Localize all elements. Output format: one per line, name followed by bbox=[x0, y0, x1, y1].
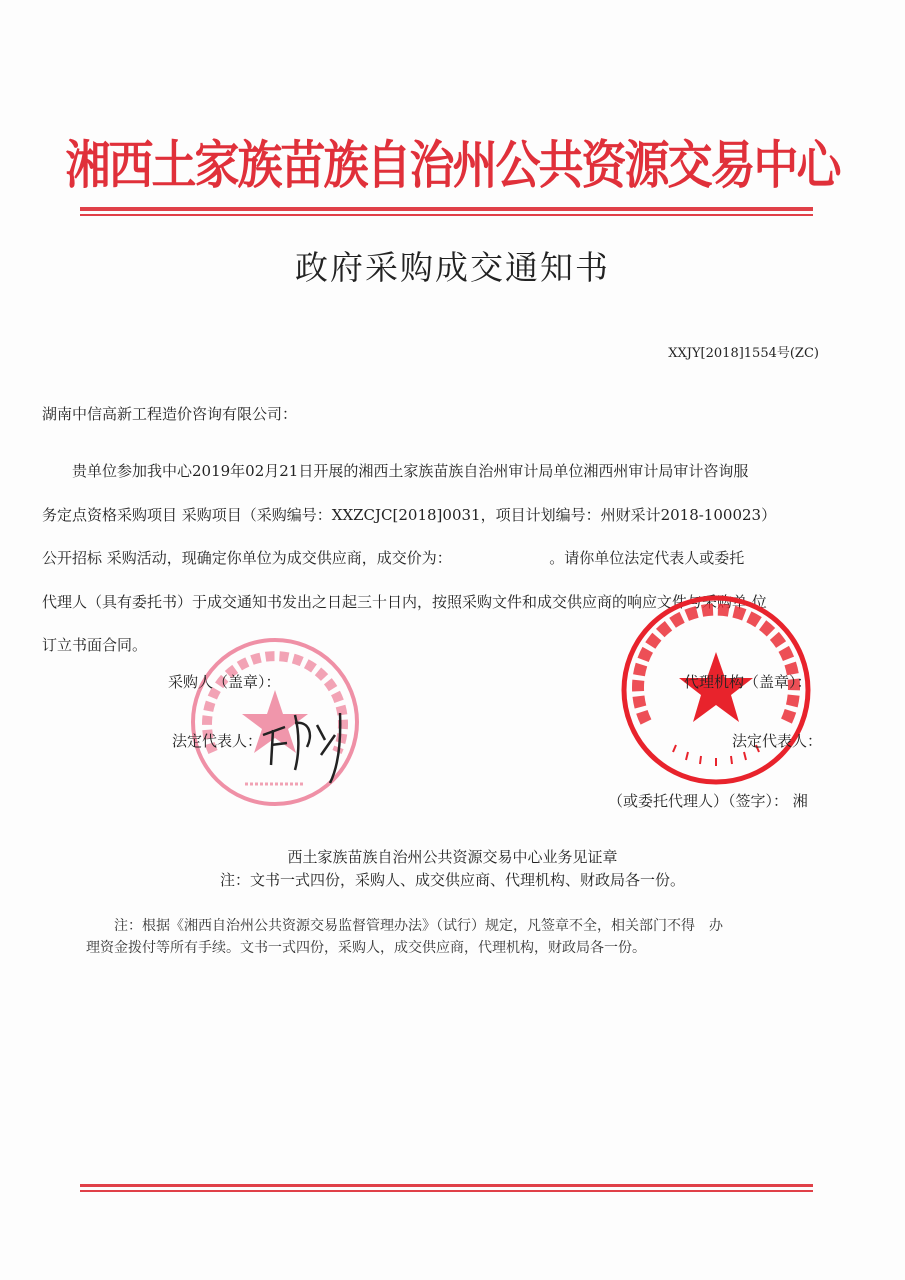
legal-rep-right-label: 法定代表人： bbox=[732, 732, 823, 750]
delegate-signature-label: （或委托代理人）（签字）： 湘 bbox=[608, 792, 808, 810]
footer-rule-thin bbox=[80, 1190, 813, 1192]
regulation-note: 注：根据《湘西自治州公共资源交易监督管理办法》（试行）规定，凡签章不全，相关部门不得 办 bbox=[86, 918, 723, 934]
header-rule-thin bbox=[80, 214, 813, 216]
document-number: XXJY[2018]1554号(ZC) bbox=[668, 346, 819, 361]
body-line: 订立书面合同。 bbox=[42, 636, 148, 654]
body-line: 代理人（具有委托书）于成交通知书发出之日起三十日内，按照采购文件和成交供应商的响应文件与采购单 位 bbox=[42, 593, 767, 611]
footer-rule bbox=[80, 1184, 813, 1187]
header-rule bbox=[80, 207, 813, 211]
purchaser-seal-label: 采购人（盖章）： bbox=[168, 673, 281, 691]
recipient: 湖南中信高新工程造价咨询有限公司： bbox=[42, 405, 298, 423]
agency-seal-label: 代理机构（盖章）： bbox=[684, 673, 812, 691]
copies-note: 注：文书一式四份，采购人、成交供应商、代理机构、财政局各一份。 bbox=[219, 871, 685, 889]
regulation-note-cont: 理资金拨付等所有手续。文书一式四份，采购人，成交供应商，代理机构，财政局各一份。 bbox=[86, 940, 646, 956]
body-line: 公开招标 采购活动，现确定你单位为成交供应商，成交价为： 。请你单位法定代表人或委托 bbox=[42, 549, 745, 567]
witness-seal-line: 西土家族苗族自治州公共资源交易中心业务见证章 bbox=[287, 848, 618, 866]
body-line: 务定点资格采购项目 采购项目（采购编号：XXZCJC[2018]0031，项目计划编号：州财采计2018-100023） bbox=[42, 506, 777, 524]
document-title: 政府采购成交通知书 bbox=[295, 248, 610, 287]
legal-rep-left-label: 法定代表人： bbox=[172, 732, 263, 750]
handwritten-signature bbox=[255, 695, 355, 790]
issuer-title: 湘西土家族苗族自治州公共资源交易中心 bbox=[65, 134, 840, 196]
body-line: 贵单位参加我中心2019年02月21日开展的湘西土家族苗族自治州审计局单位湘西州审计局审计咨询服 bbox=[42, 462, 749, 480]
